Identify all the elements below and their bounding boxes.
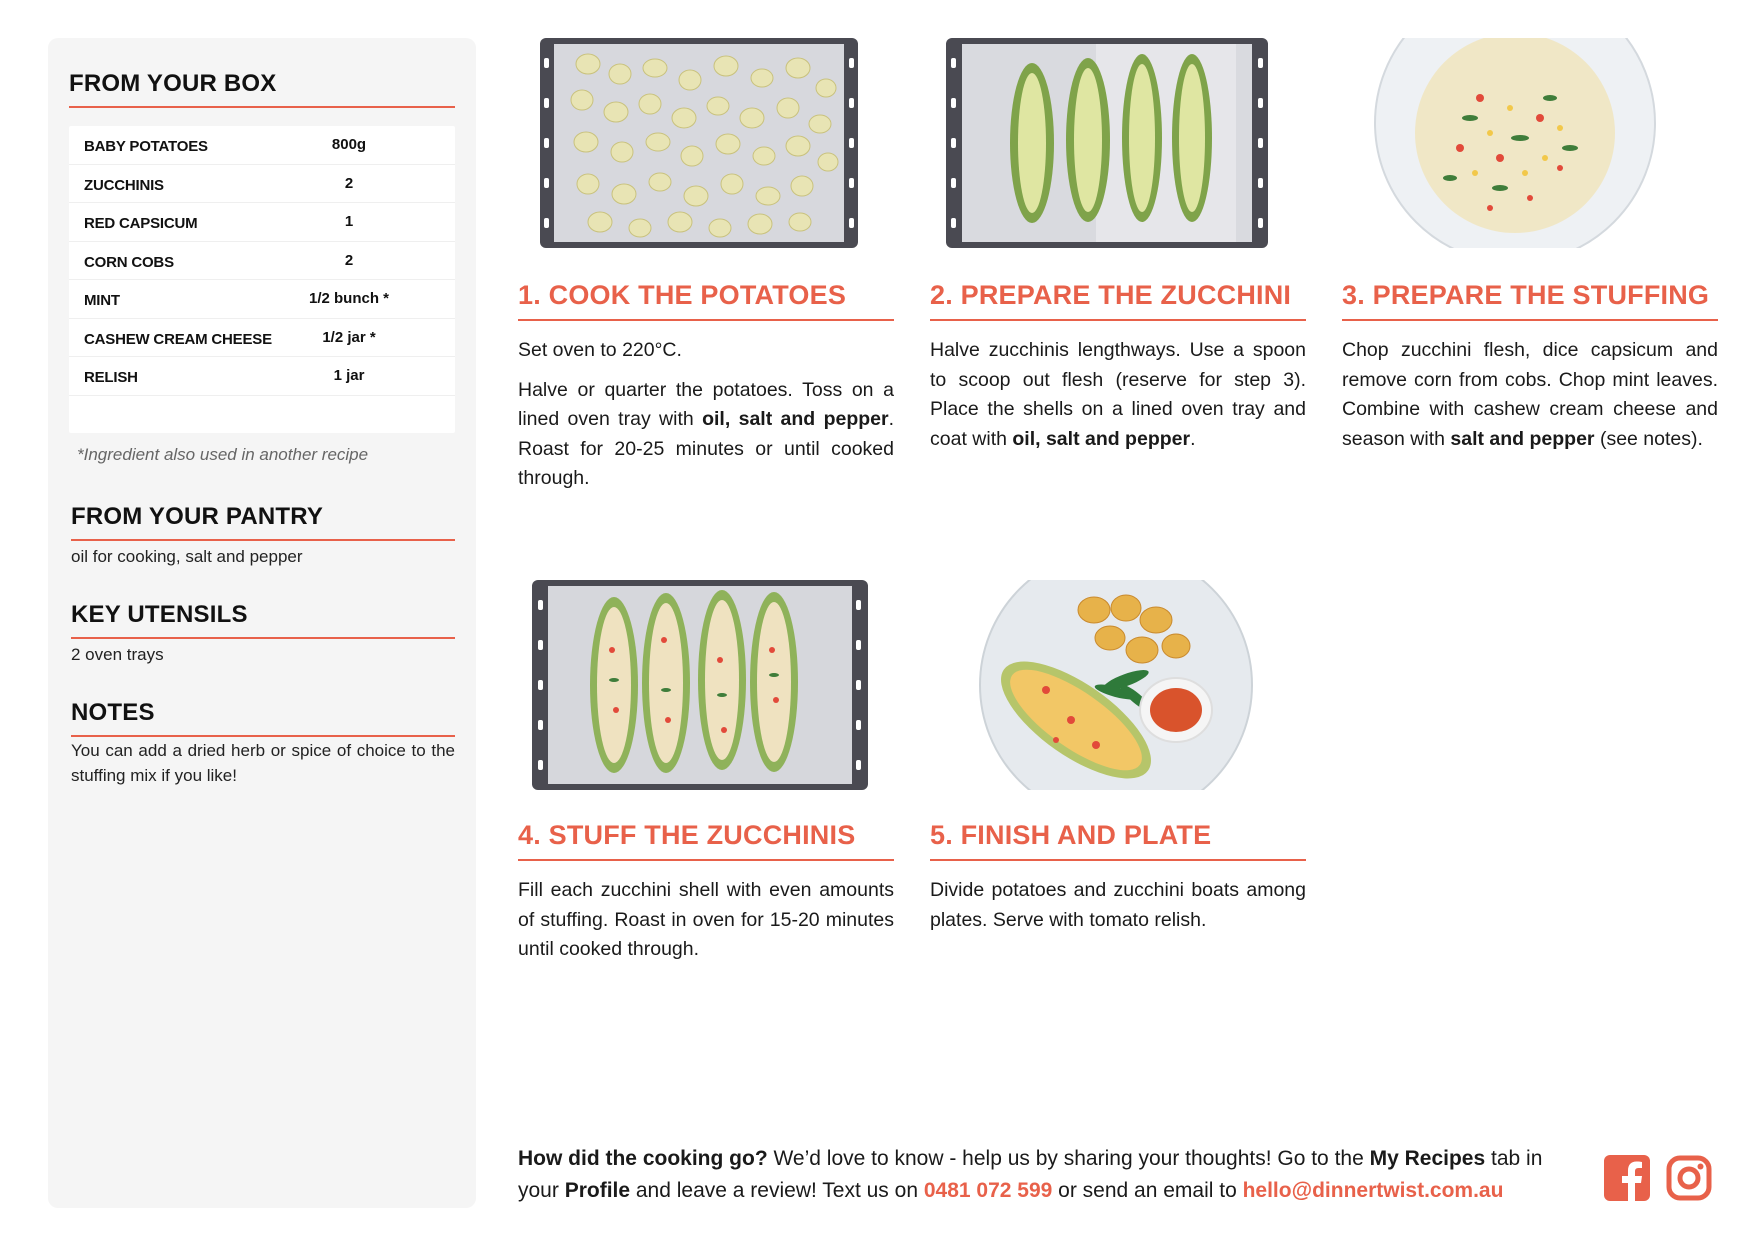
step-1-p1: Set oven to 220°C. <box>518 339 682 361</box>
my-recipes-link[interactable]: My Recipes <box>1369 1147 1486 1170</box>
from-box-title: FROM YOUR BOX <box>69 70 455 108</box>
ingredient-name: BABY POTATOES <box>84 138 208 155</box>
ingredient-name: CASHEW CREAM CHEESE <box>84 330 272 348</box>
table-row <box>69 203 455 242</box>
step-1-title: 1. COOK THE POTATOES <box>518 280 894 321</box>
step-2-photo <box>946 38 1276 248</box>
phone-link[interactable]: 0481 072 599 <box>923 1179 1053 1202</box>
step-3-title: 3. PREPARE THE STUFFING <box>1342 280 1718 321</box>
footer-question: How did the cooking go? <box>518 1147 768 1170</box>
step-2-text <box>930 336 1306 464</box>
step-4-title: 4. STUFF THE ZUCCHINIS <box>518 820 894 861</box>
footer-text-3: and leave a review! Text us on <box>630 1179 924 1202</box>
ingredient-qty: 2 <box>344 174 354 192</box>
ingredient-name: ZUCCHINIS <box>84 176 164 194</box>
footer-text-1: We’d love to know - help us by sharing your thoughts! Go to the <box>767 1147 1370 1170</box>
table-row <box>69 165 455 204</box>
ingredient-name: CORN COBS <box>84 253 174 271</box>
footer-text-4: or send an email to <box>1052 1179 1243 1202</box>
step-1-photo <box>540 38 882 248</box>
profile-link[interactable]: Profile <box>564 1179 631 1202</box>
ingredient-qty: 2 <box>344 251 354 269</box>
step-4-photo <box>530 580 870 790</box>
footer-text-2: tab in your <box>518 1147 1543 1202</box>
table-row <box>69 280 455 319</box>
sidebar <box>48 38 476 1208</box>
step-3-p1: Chop zucchini flesh, dice capsicum and remove corn from cobs. Chop mint leaves. Combine with cashew cream cheese and season with salt and pepper (see notes). <box>1342 339 1718 450</box>
step-4-p1: Fill each zucchini shell with even amounts of stuffing. Roast in oven for 15-20 minutes until cooked through. <box>518 879 894 960</box>
ingredient-qty: 1 <box>344 213 354 230</box>
notes-title: NOTES <box>71 699 455 737</box>
ingredient-qty: 1/2 jar * <box>322 328 376 346</box>
table-row <box>69 319 455 358</box>
ingredient-qty: 800g <box>331 136 367 153</box>
ingredients-table <box>69 126 455 433</box>
feedback-footer <box>518 1143 1568 1207</box>
utensils-text: 2 oven trays <box>71 645 164 664</box>
step-3-text <box>1342 336 1718 464</box>
ingredient-qty: 1 jar <box>333 367 365 384</box>
step-3-photo <box>1370 38 1660 248</box>
facebook-icon[interactable] <box>1604 1155 1650 1206</box>
table-row <box>69 126 455 165</box>
ingredient-name: RELISH <box>84 369 138 386</box>
ingredient-name: MINT <box>84 292 120 309</box>
ingredient-name: RED CAPSICUM <box>84 215 198 232</box>
step-5-text <box>930 876 1306 945</box>
step-2-title: 2. PREPARE THE ZUCCHINI <box>930 280 1306 321</box>
pantry-title: FROM YOUR PANTRY <box>71 503 455 541</box>
table-row <box>69 357 455 396</box>
notes-text: You can add a dried herb or spice of choice to the stuffing mix if you like! <box>71 741 455 785</box>
utensils-title: KEY UTENSILS <box>71 601 455 639</box>
pantry-text: oil for cooking, salt and pepper <box>71 547 303 566</box>
step-1-text <box>518 336 894 504</box>
step-5-p1: Divide potatoes and zucchini boats among plates. Serve with tomato relish. <box>930 879 1306 931</box>
instagram-icon[interactable] <box>1666 1155 1712 1206</box>
step-4-text <box>518 876 894 975</box>
step-5-photo <box>976 580 1266 790</box>
email-link[interactable]: hello@dinnertwist.com.au <box>1242 1179 1504 1202</box>
ingredient-qty: 1/2 bunch * <box>308 290 390 307</box>
step-1-p2: Halve or quarter the potatoes. Toss on a lined oven tray with oil, salt and pepper. Roast for 20-25 minutes or until cooked through. <box>518 378 894 489</box>
step-5-title: 5. FINISH AND PLATE <box>930 820 1306 861</box>
ingredient-footnote: *Ingredient also used in another recipe <box>77 445 369 464</box>
step-2-p1: Halve zucchinis lengthways. Use a spoon to scoop out flesh (reserve for step 3). Place the shells on a lined oven tray and coat with oil, salt and pepper. <box>930 339 1306 450</box>
table-row <box>69 242 455 281</box>
